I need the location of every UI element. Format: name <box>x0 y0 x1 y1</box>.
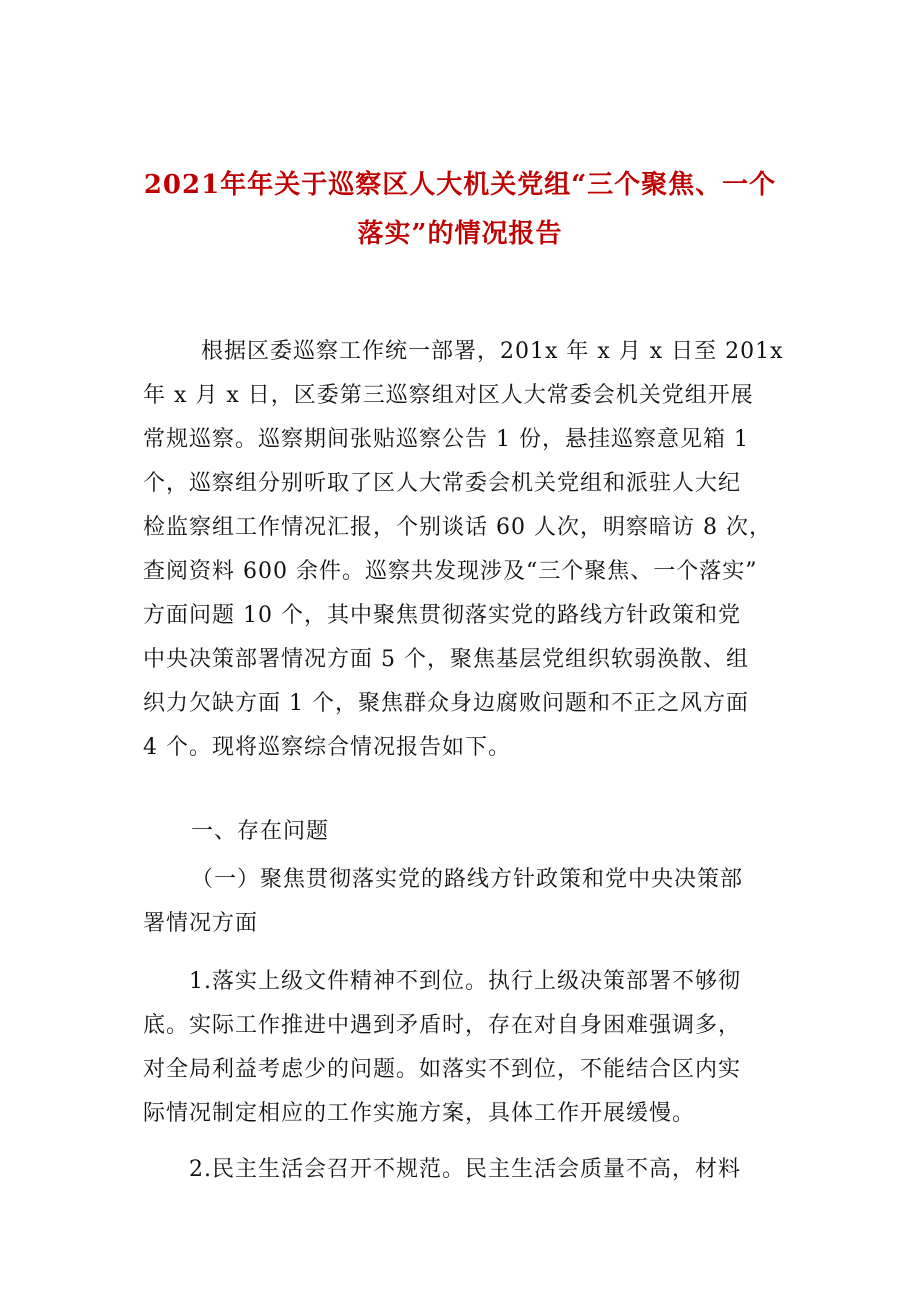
paragraph-line: 际情况制定相应的工作实施方案，具体工作开展缓慢。 <box>143 1101 696 1126</box>
document-title-line-2: 落实”的情况报告 <box>357 219 563 249</box>
document-title-line-1: 2021年年关于巡察区人大机关党组“三个聚焦、一个 <box>143 170 777 200</box>
item-2-paragraph <box>143 1148 783 1192</box>
paragraph-line: 底。实际工作推进中遇到矛盾时，存在对自身困难强调多， <box>143 1013 742 1038</box>
paragraph-line: 年 x 月 x 日，区委第三巡察组对区人大常委会机关党组开展 <box>143 383 754 408</box>
paragraph-line: 方面问题 10 个，其中聚焦贯彻落实党的路线方针政策和党 <box>143 603 741 628</box>
paragraph-line: 检监察组工作情况汇报，个别谈话 60 人次，明察暗访 8 次， <box>143 515 772 540</box>
paragraph-line: 个，巡察组分别听取了区人大常委会机关党组和派驻人大纪 <box>143 471 742 496</box>
paragraph-line: 2.民主生活会召开不规范。民主生活会质量不高，材料 <box>189 1157 741 1182</box>
intro-paragraph <box>143 330 783 770</box>
subsection-heading <box>143 858 783 946</box>
paragraph-line: 织力欠缺方面 1 个，聚焦群众身边腐败问题和不正之风方面 <box>143 691 749 716</box>
section-heading-text: 一、存在问题 <box>191 819 330 844</box>
item-1-paragraph <box>143 960 783 1136</box>
paragraph-line: 常规巡察。巡察期间张贴巡察公告 1 份，悬挂巡察意见箱 1 <box>143 427 749 452</box>
paragraph-line: 对全局利益考虑少的问题。如落实不到位，不能结合区内实 <box>143 1057 742 1082</box>
paragraph-line: 中央决策部署情况方面 5 个，聚焦基层党组织软弱涣散、组 <box>143 647 749 672</box>
paragraph-line: （一）聚焦贯彻落实党的路线方针政策和党中央决策部 <box>191 867 744 892</box>
paragraph-line: 署情况方面 <box>143 911 259 936</box>
paragraph-line: 4 个。现将巡察综合情况报告如下。 <box>143 735 511 760</box>
paragraph-line: 1.落实上级文件精神不到位。执行上级决策部署不够彻 <box>189 969 741 994</box>
paragraph-line: 根据区委巡察工作统一部署，201x 年 x 月 x 日至 201x <box>201 339 784 364</box>
section-heading <box>143 810 783 854</box>
paragraph-line: 查阅资料 600 余件。巡察共发现涉及“三个聚焦、一个落实” <box>143 559 758 584</box>
